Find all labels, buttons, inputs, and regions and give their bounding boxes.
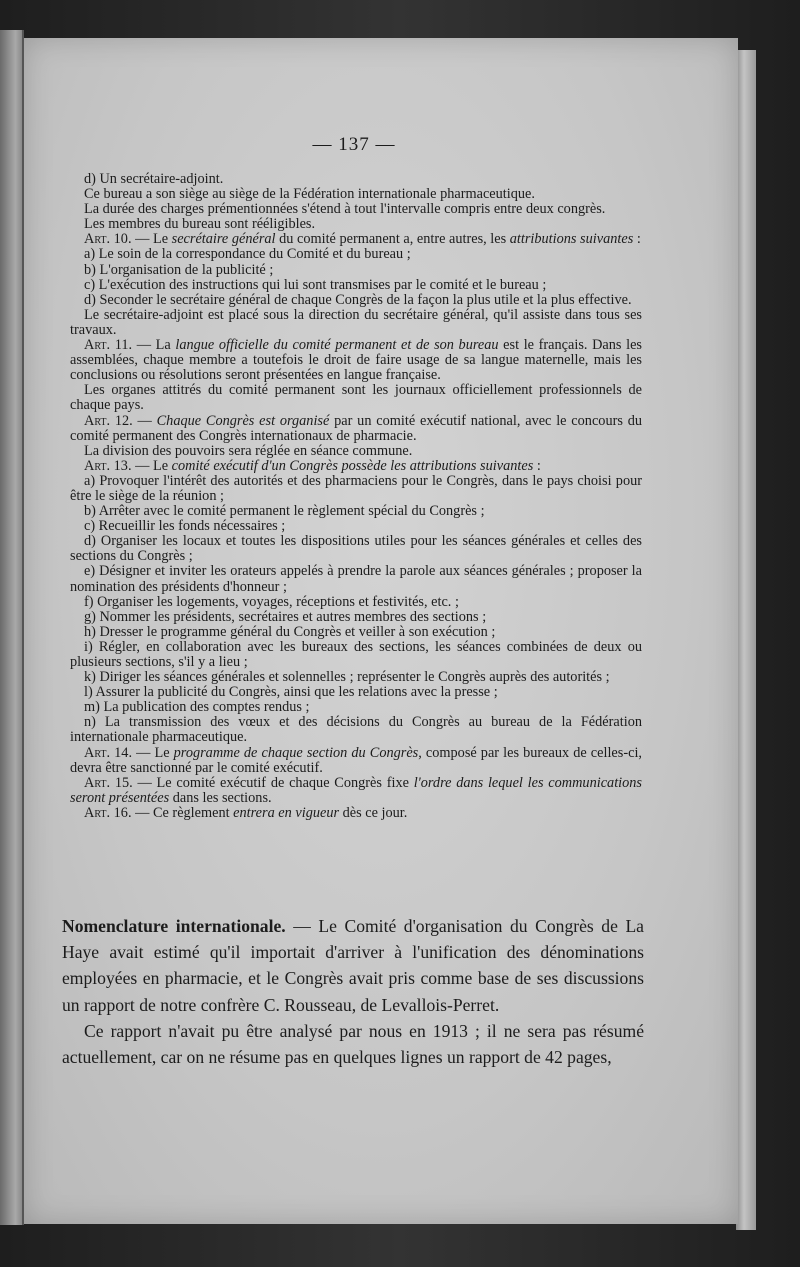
paragraph: Le secrétaire-adjoint est placé sous la direction du secrétaire général, qu'il assiste dans tous ses travaux.: [70, 306, 642, 338]
article-label: Art. 12.: [84, 412, 133, 429]
book-page: [24, 38, 738, 1224]
article-label: Art. 14.: [84, 744, 133, 761]
facing-page-edge: [0, 30, 24, 1225]
page-stack-edge: [736, 50, 756, 1230]
page-number: — 137 —: [312, 134, 396, 155]
section-heading: Nomenclature internationale.: [62, 916, 286, 936]
list-item: m) La publication des comptes rendus ;: [84, 699, 310, 716]
article-label: Art. 16.: [84, 804, 132, 821]
list-item: l) Assurer la publicité du Congrès, ainsi que les relations avec la presse ;: [84, 684, 498, 701]
list-item: c) Recueillir les fonds nécessaires ;: [84, 518, 286, 535]
article-15: Art. 15. — Le comité exécutif de chaque Congrès fixe l'ordre dans lequel les communications seront présentées dans les sections.: [70, 774, 643, 806]
article-10: Art. 10. — Le secrétaire général du comité permanent a, entre autres, les attributions suivantes :: [84, 231, 641, 248]
article-12: Art. 12. — Chaque Congrès est organisé par un comité exécutif national, avec le concours du comité permanent des Congrès internationaux de pharmacie.: [70, 412, 643, 444]
list-item: k) Diriger les séances générales et solennelles ; représenter le Congrès auprès des autorités ;: [84, 669, 610, 686]
text-line: d) Un secrétaire-adjoint.: [84, 171, 224, 187]
paragraph: La division des pouvoirs sera réglée en séance commune.: [84, 442, 413, 459]
article-13: Art. 13. — Le comité exécutif d'un Congrès possède les attributions suivantes :: [84, 457, 541, 474]
paragraph: Ce rapport n'avait pu être analysé par nous en 1913 ; il ne sera pas résumé actuellement, car on ne résume pas en quelques lignes un rapport de 42 pages,: [62, 1020, 644, 1068]
text-line: Les membres du bureau sont rééligibles.: [84, 216, 316, 233]
article-label: Art. 11.: [84, 337, 133, 354]
article-label: Art. 10.: [84, 231, 132, 248]
article-label: Art. 15.: [84, 774, 133, 791]
list-item: g) Nommer les présidents, secrétaires et autres membres des sections ;: [84, 608, 487, 625]
list-item: f) Organiser les logements, voyages, réceptions et festivités, etc. ;: [84, 593, 459, 610]
article-14: Art. 14. — Le programme de chaque section du Congrès, composé par les bureaux de celles-ci, devra être sanctionné par le comité exécutif.: [70, 744, 642, 776]
article-16: Art. 16. — Ce règlement entrera en vigueur dès ce jour.: [84, 804, 408, 821]
nomenclature-paragraph: Nomenclature internationale. — Le Comité d'organisation du Congrès de La Haye avait estimé qu'il importait d'arriver à l'unification des dénominations employées en pharmacie, et le Congrès avait pris comme base de ses discussions un rapport de notre confrère C. Rousseau, de Levallois-Perret.: [62, 916, 644, 1015]
paragraph: Les organes attitrés du comité permanent sont les journaux officiellement professionnels de chaque pays.: [70, 382, 642, 414]
article-label: Art. 13.: [84, 457, 132, 474]
article-11: Art. 11. — La langue officielle du comité permanent et de son bureau est le français. Dans les assemblées, chaque membre a toutefois le droit de faire usage de sa langue maternelle, mais les conclusions ou résolutions seront présentées en langue française.: [70, 337, 642, 384]
list-item: c) L'exécution des instructions qui lui sont transmises par le comité et le bureau ;: [84, 276, 547, 293]
list-item: e) Désigner et inviter les orateurs appelés à prendre la parole aux séances générales ; proposer la nomination des présidents d'honneur ;: [70, 563, 642, 595]
list-item: d) Seconder le secrétaire général de chaque Congrès de la façon la plus utile et la plus effective.: [84, 291, 632, 308]
list-item: a) Provoquer l'intérêt des autorités et des pharmaciens pour le Congrès, dans le pays choisi pour être le siège de la réunion ;: [70, 472, 642, 504]
list-item: i) Régler, en collaboration avec les bureaux des sections, les séances combinées de deux ou plusieurs sections, s'il y a lieu ;: [70, 638, 642, 670]
regulation-articles: [70, 172, 642, 821]
list-item: n) La transmission des vœux et des décisions du Congrès au bureau de la Fédération internationale pharmaceutique.: [70, 714, 642, 746]
list-item: b) L'organisation de la publicité ;: [84, 261, 274, 278]
list-item: d) Organiser les locaux et toutes les dispositions utiles pour les séances générales et celles des sections du Congrès ;: [70, 533, 642, 565]
body-text: [62, 913, 644, 1070]
text-line: La durée des charges prémentionnées s'étend à tout l'intervalle compris entre deux congrès.: [84, 201, 606, 218]
text-line: Ce bureau a son siège au siège de la Fédération internationale pharmaceutique.: [84, 186, 535, 203]
list-item: b) Arrêter avec le comité permanent le règlement spécial du Congrès ;: [84, 503, 485, 520]
list-item: a) Le soin de la correspondance du Comité et du bureau ;: [84, 246, 411, 263]
list-item: h) Dresser le programme général du Congrès et veiller à son exécution ;: [84, 623, 496, 640]
